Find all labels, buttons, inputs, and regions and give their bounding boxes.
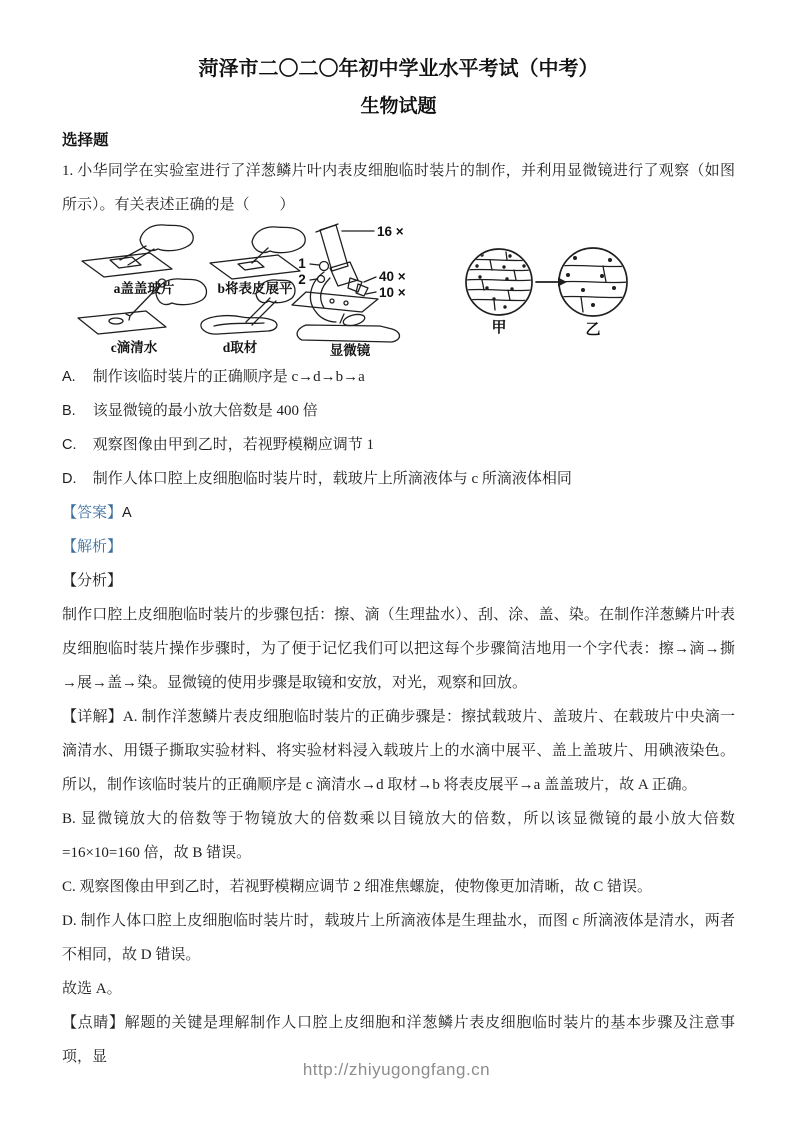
- field-of-view-before: [466, 249, 532, 315]
- detail-paragraph-d: D. 制作人体口腔上皮细胞临时装片时，载玻片上所滴液体是生理盐水，而图 c 所滴液体是清水，两者不相同，故 D 错误。: [62, 913, 735, 963]
- analysis-label: 【解析】: [62, 539, 123, 555]
- detail-a-text: A. 制作洋葱鳞片表皮细胞临时装片的正确步骤是：擦拭载玻片、盖玻片、在载玻片中央滴一滴清水、用镊子撕取实验材料、将实验材料浸入载玻片上的水滴中展平、盖上盖玻片、用碘液染色。所以，制作该临时装片的正确顺序是 c 滴清水→d 取材→b 将表皮展平→a 盖盖玻片，故 A 正确。: [62, 709, 735, 793]
- option-b-text: 该显微镜的最小放大倍数是 400 倍: [92, 403, 318, 419]
- detail-paragraph-a: [62, 700, 735, 802]
- overview-label: 【分析】: [62, 573, 123, 589]
- fine-knob-pointer-label: 2: [298, 272, 306, 287]
- option-a-letter: A.: [62, 369, 76, 385]
- option-b-letter: B.: [62, 403, 76, 419]
- overview-heading: [62, 564, 735, 598]
- panel-c-label: c滴清水: [110, 340, 158, 355]
- microscope-caption: 显微镜: [329, 343, 371, 358]
- tip-text: 解题的关键是理解制作人口腔上皮细胞和洋葱鳞片表皮细胞临时装片的基本步骤及注意事项，显: [62, 1015, 735, 1065]
- eyepiece-magnification-label: 16 ×: [377, 224, 404, 239]
- answer-label: 【答案】: [62, 505, 123, 521]
- option-c-row: [62, 428, 735, 462]
- option-a-text: 制作该临时装片的正确顺序是 c→d→b→a: [92, 369, 365, 385]
- option-d-row: [62, 462, 735, 496]
- detail-label: 【详解】: [62, 709, 123, 725]
- conclusion-line: 故选 A。: [62, 981, 122, 997]
- objective-10x-label: 10 ×: [379, 285, 406, 300]
- view-yi-label: 乙: [585, 322, 601, 338]
- panel-d-label: d取材: [222, 340, 258, 355]
- option-a-row: [62, 360, 735, 394]
- exam-subtitle: 生物试题: [360, 96, 437, 117]
- document-content: [62, 0, 735, 1074]
- figure-illustration-svg: [62, 222, 738, 360]
- detail-paragraph-b: B. 显微镜放大的倍数等于物镜放大的倍数乘以目镜放大的倍数，所以该显微镜的最小放大倍数=16×10=160 倍，故 B 错误。: [62, 811, 735, 861]
- detail-paragraph-c: C. 观察图像由甲到乙时，若视野模糊应调节 2 细准焦螺旋，使物像更加清晰，故 C 错误。: [62, 879, 653, 895]
- exam-title: 菏泽市二〇二〇年初中学业水平考试（中考）: [198, 58, 599, 80]
- option-c-letter: C.: [62, 437, 77, 453]
- option-b-row: [62, 394, 735, 428]
- panel-b-label: b将表皮展平: [217, 281, 293, 296]
- option-c-text: 观察图像由甲到乙时，若视野模糊应调节 1: [92, 437, 375, 453]
- coarse-knob-pointer-label: 1: [298, 256, 306, 271]
- view-jia-label: 甲: [491, 320, 507, 336]
- answer-value: A: [122, 505, 132, 521]
- section-heading-multiple-choice: 选择题: [62, 132, 109, 149]
- analysis-heading: [62, 530, 735, 564]
- option-d-text: 制作人体口腔上皮细胞临时装片时，载玻片上所滴液体与 c 所滴液体相同: [92, 471, 572, 487]
- answer-line: [62, 496, 735, 530]
- panel-a-cover-slip-illustration: [82, 225, 193, 277]
- question-1-figure: [62, 222, 735, 360]
- footer-url: http://zhiyugongfang.cn: [302, 1060, 491, 1079]
- panel-a-label: a盖盖玻片: [113, 281, 175, 296]
- overview-paragraph: 制作口腔上皮细胞临时装片的步骤包括：擦、滴（生理盐水）、刮、涂、盖、染。在制作洋葱鳞片叶表皮细胞临时装片操作步骤时，为了便于记忆我们可以把这每个步骤简洁地用一个字代表：擦→滴→撕→展→盖→染。显微镜的使用步骤是取镜和安放，对光，观察和回放。: [62, 607, 735, 691]
- option-d-letter: D.: [62, 471, 77, 487]
- field-of-view-after: [559, 248, 628, 316]
- objective-40x-label: 40 ×: [379, 269, 406, 284]
- panel-b-flatten-epidermis-illustration: [210, 227, 305, 279]
- tip-label: 【点睛】: [62, 1015, 125, 1031]
- question-1-stem: 1. 小华同学在实验室进行了洋葱鳞片叶内表皮细胞临时装片的制作，并利用显微镜进行了观察（如图所示）。有关表述正确的是（ ）: [62, 163, 735, 213]
